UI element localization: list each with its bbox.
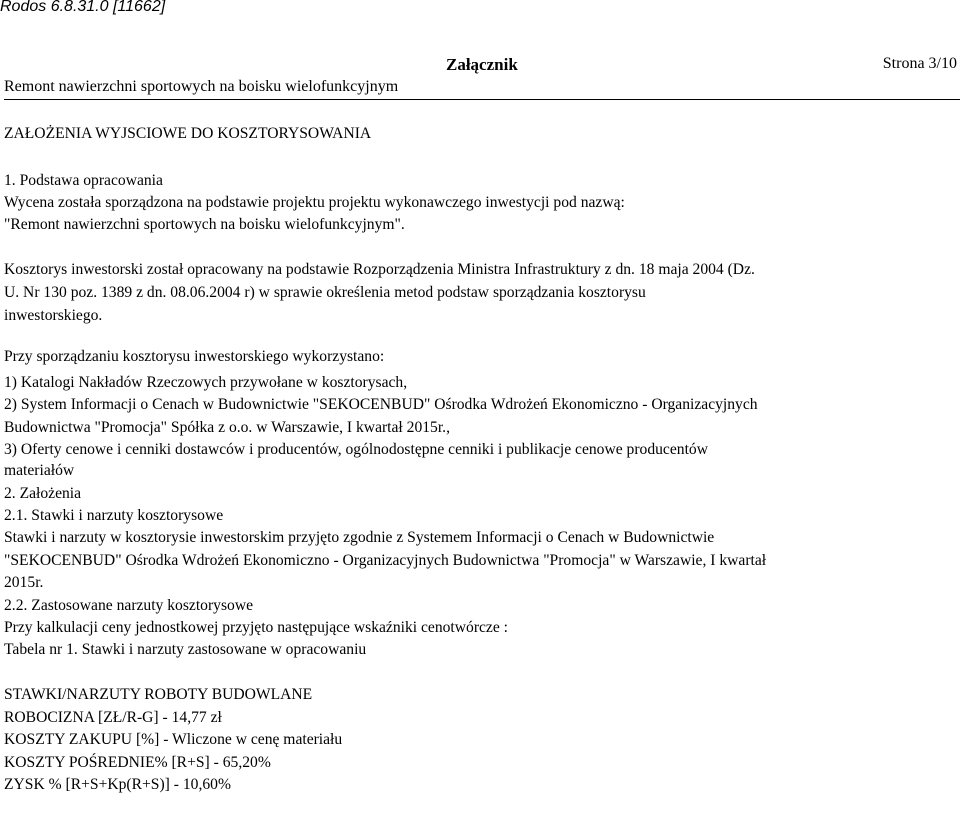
text-line: 2015r. (4, 574, 44, 591)
text-line: "Remont nawierzchni sportowych na boisku wielofunkcyjnym". (4, 216, 405, 233)
text-line: "SEKOCENBUD" Ośrodka Wdrożeń Ekonomiczno - Organizacyjnych Budownictwa "Promocja" w Warszawie, I kwartał (4, 552, 767, 569)
text-line: Przy sporządzaniu kosztorysu inwestorskiego wykorzystano: (4, 348, 385, 365)
text-line: 1) Katalogi Nakładów Rzeczowych przywołane w kosztorysach, (4, 374, 408, 391)
attachment-label: Załącznik (446, 55, 518, 74)
text-line: KOSZTY ZAKUPU [%] - Wliczone w cenę materiału (4, 731, 343, 748)
text-line: 2.1. Stawki i narzuty kosztorysowe (4, 507, 224, 524)
text-line: ROBOCIZNA [ZŁ/R-G] - 14,77 zł (4, 709, 222, 726)
text-line: U. Nr 130 poz. 1389 z dn. 08.06.2004 r) w sprawie określenia metod podstaw sporządzania kosztorysu (4, 284, 646, 301)
text-line: inwestorskiego. (4, 307, 103, 324)
text-line: 2. Założenia (4, 485, 82, 502)
page-number: Strona 3/10 (882, 55, 957, 72)
text-line: Przy kalkulacji ceny jednostkowej przyjęto następujące wskaźniki cenotwórcze : (4, 619, 509, 636)
text-line: Wycena została sporządzona na podstawie projektu projektu wykonawczego inwestycji pod nazwą: (4, 194, 625, 211)
text-line: 3) Oferty cenowe i cenniki dostawców i producentów, ogólnodostępne cenniki i publikacje cenowe producentów (4, 441, 708, 458)
text-line: Budownictwa "Promocja" Spółka z o.o. w Warszawie, I kwartał 2015r., (4, 419, 450, 436)
project-name: Remont nawierzchni sportowych na boisku wielofunkcyjnym (4, 78, 399, 95)
section-title: ZAŁOŻENIA WYJSCIOWE DO KOSZTORYSOWANIA (4, 125, 372, 142)
text-line: 2) System Informacji o Cenach w Budownictwie "SEKOCENBUD" Ośrodka Wdrożeń Ekonomiczno - Organizacyjnych (4, 396, 758, 413)
text-line: STAWKI/NARZUTY ROBOTY BUDOWLANE (4, 686, 313, 703)
app-title: Rodos 6.8.31.0 [11662] (0, 0, 166, 15)
text-line: Stawki i narzuty w kosztorysie inwestorskim przyjęto zgodnie z Systemem Informacji o Cenach w Budownictwie (4, 529, 715, 546)
text-line: KOSZTY POŚREDNIE% [R+S] - 65,20% (4, 754, 271, 771)
text-line: 2.2. Zastosowane narzuty kosztorysowe (4, 597, 254, 614)
text-line: 1. Podstawa opracowania (4, 172, 163, 189)
text-line: Kosztorys inwestorski został opracowany na podstawie Rozporządzenia Ministra Infrastruktury z dn. 18 maja 2004 (Dz. (4, 261, 755, 278)
text-line: Tabela nr 1. Stawki i narzuty zastosowane w opracowaniu (4, 641, 367, 658)
text-line: ZYSK % [R+S+Kp(R+S)] - 10,60% (4, 776, 231, 793)
header-divider (4, 99, 960, 100)
text-line: materiałów (4, 462, 75, 479)
